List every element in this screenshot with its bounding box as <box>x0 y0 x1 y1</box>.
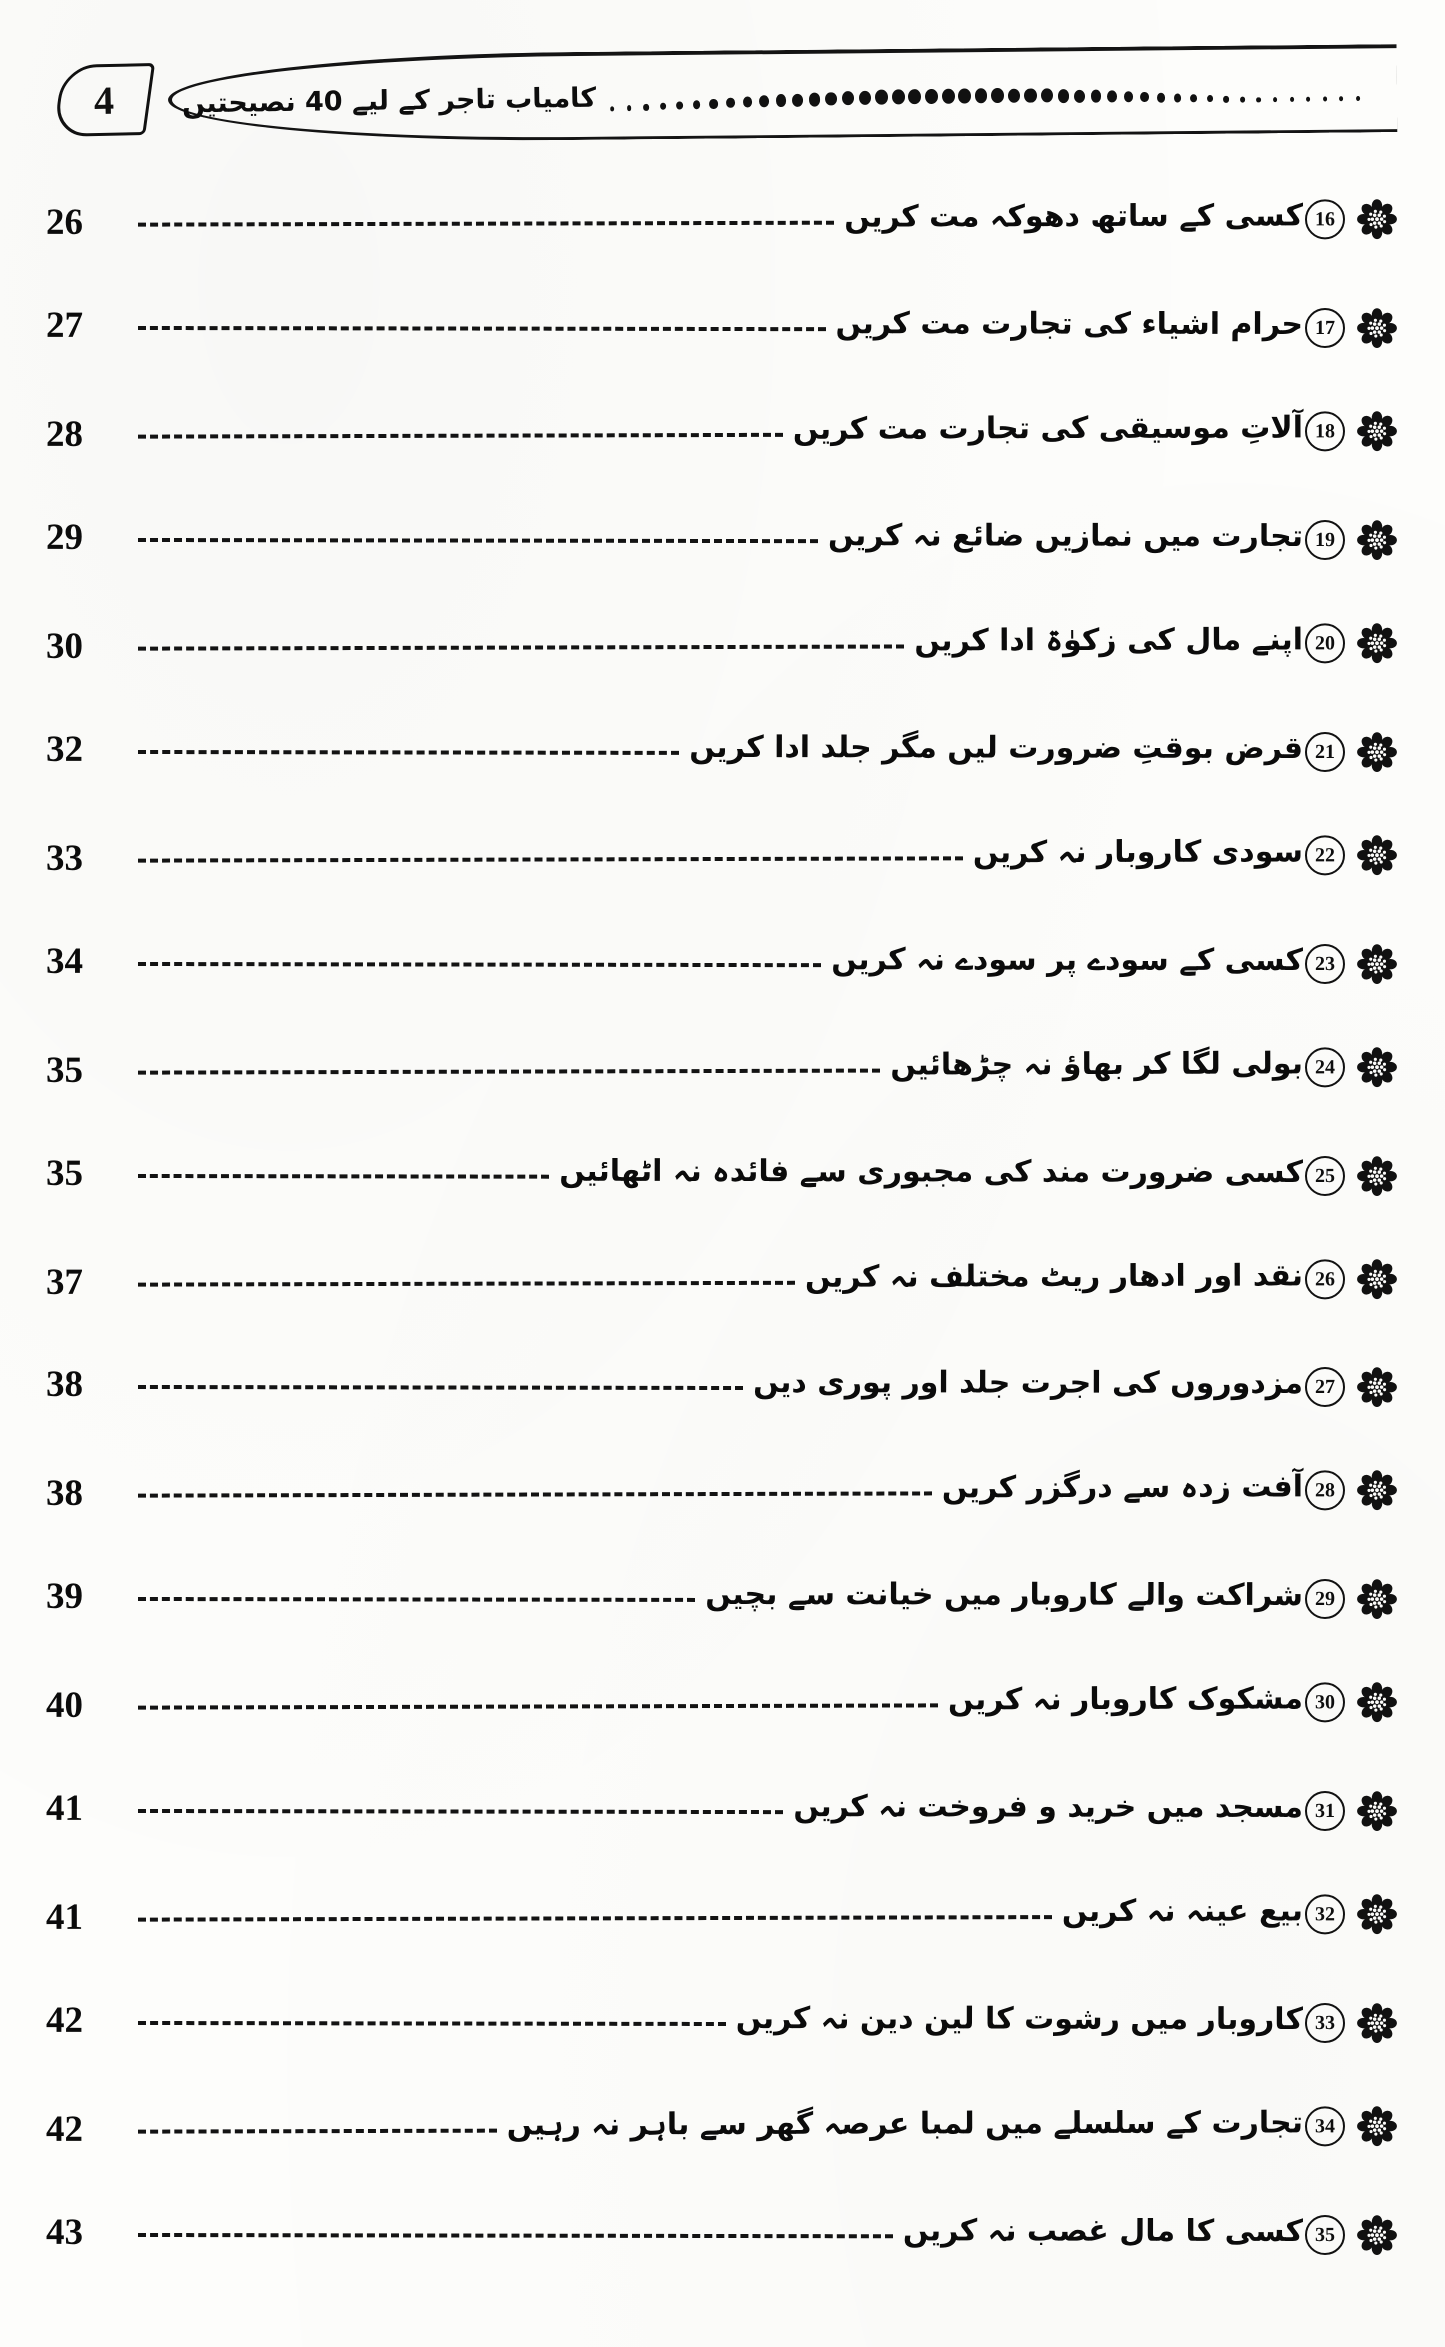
toc-entry-title[interactable]: کسی کے سودے پر سودے نہ کریں <box>831 942 1304 979</box>
toc-entry-row[interactable] <box>46 1438 1401 1548</box>
circled-entry-number <box>1305 1791 1345 1831</box>
toc-entry-row[interactable] <box>46 1014 1401 1124</box>
flower-rosette-ornament-icon <box>1355 833 1399 877</box>
flower-rosette-ornament-icon <box>1355 2104 1399 2148</box>
circled-entry-number <box>1305 1156 1345 1196</box>
flower-rosette-ornament-icon <box>1355 1577 1399 1621</box>
toc-entry-page-number[interactable]: 41 <box>45 1788 84 1830</box>
dashed-leader-line <box>138 1586 695 1609</box>
toc-entry-row[interactable] <box>46 1861 1401 1971</box>
book-title: کامیاب تاجر کے لیے 40 نصیحتیں <box>181 82 597 120</box>
toc-entry-title[interactable]: سودی کاروبار نہ کریں <box>972 834 1304 871</box>
table-of-contents <box>46 168 1401 2287</box>
toc-entry-page-number[interactable]: 35 <box>45 1152 84 1194</box>
toc-entry-title[interactable]: اپنے مال کی زکوٰۃ ادا کریں <box>914 622 1304 659</box>
circled-entry-number <box>1305 1259 1345 1299</box>
toc-entry-page-number[interactable]: 29 <box>45 517 84 559</box>
entry-number-label: 26 <box>1314 1267 1336 1290</box>
dashed-leader-line <box>138 1163 549 1186</box>
flower-rosette-ornament-icon <box>1355 518 1399 562</box>
toc-entry-row[interactable] <box>46 166 1401 276</box>
toc-entry-title[interactable]: بیع عینہ نہ کریں <box>1061 1894 1304 1930</box>
flower-rosette-ornament-icon <box>1355 621 1399 665</box>
circled-entry-number <box>1305 1471 1345 1511</box>
circled-entry-number <box>1305 2003 1345 2043</box>
entry-number-label: 32 <box>1314 1903 1336 1926</box>
toc-entry-row[interactable] <box>46 2073 1401 2183</box>
circled-entry-number <box>1305 732 1345 772</box>
toc-entry-title[interactable]: حرام اشیاء کی تجارت مت کریں <box>835 306 1304 343</box>
toc-entry-row[interactable] <box>46 590 1401 700</box>
flower-rosette-ornament-icon <box>1355 1892 1399 1936</box>
entry-number-label: 34 <box>1314 2115 1336 2138</box>
toc-entry-title[interactable]: کسی کا مال غصب نہ کریں <box>902 2213 1304 2250</box>
toc-entry-page-number[interactable]: 40 <box>45 1685 84 1727</box>
toc-entry-row[interactable] <box>46 1756 1401 1864</box>
toc-entry-page-number[interactable]: 37 <box>45 1261 84 1303</box>
toc-entry-title[interactable]: آلاتِ موسیقی کی تجارت مت کریں <box>792 410 1304 448</box>
flower-rosette-ornament-icon <box>1355 1154 1399 1198</box>
toc-entry-page-number[interactable]: 42 <box>45 2109 84 2151</box>
toc-entry-row[interactable] <box>46 273 1401 381</box>
flower-rosette-ornament-icon <box>1355 942 1399 986</box>
entry-number-label: 35 <box>1314 2224 1336 2247</box>
flower-rosette-ornament-icon <box>1355 1789 1399 1833</box>
toc-entry-title[interactable]: تجارت کے سلسلے میں لمبا عرصہ گھر سے باہر نہ رہیں <box>506 2106 1304 2144</box>
dashed-leader-line <box>138 739 679 762</box>
flower-rosette-ornament-icon <box>1355 1257 1399 1301</box>
toc-entry-page-number[interactable]: 30 <box>45 626 84 668</box>
circled-entry-number <box>1305 623 1345 663</box>
circled-entry-number <box>1305 944 1345 984</box>
page-number-label: 4 <box>93 77 115 123</box>
toc-entry-title[interactable]: تجارت میں نمازیں ضائع نہ کریں <box>827 518 1304 555</box>
flower-rosette-ornament-icon <box>1355 730 1399 774</box>
entry-number-label: 20 <box>1314 632 1336 655</box>
flower-rosette-ornament-icon <box>1355 409 1399 453</box>
dashed-leader-line <box>138 951 821 974</box>
circled-entry-number <box>1305 1894 1345 1934</box>
entry-number-label: 21 <box>1314 740 1336 763</box>
entry-number-label: 24 <box>1314 1055 1336 1078</box>
flower-rosette-ornament-icon <box>1355 197 1399 241</box>
circled-entry-number <box>1305 199 1345 239</box>
dashed-leader-line <box>138 1904 1052 1929</box>
toc-entry-title[interactable]: شراکت والے کاروبار میں خیانت سے بچیں <box>705 1577 1304 1614</box>
page-number-tag <box>53 63 155 137</box>
circled-entry-number <box>1305 835 1345 875</box>
circled-entry-number <box>1305 2215 1345 2255</box>
flower-rosette-ornament-icon <box>1355 1680 1399 1724</box>
toc-entry-row[interactable] <box>46 1544 1401 1652</box>
flower-rosette-ornament-icon <box>1355 2001 1399 2045</box>
toc-entry-row[interactable] <box>46 802 1401 912</box>
dashed-leader-line <box>138 422 783 446</box>
dashed-leader-line <box>138 1374 743 1397</box>
dashed-leader-line <box>138 210 834 234</box>
entry-number-label: 27 <box>1314 1376 1336 1399</box>
dashed-leader-line <box>138 1269 795 1293</box>
entry-number-label: 28 <box>1314 1479 1336 1502</box>
toc-entry-row[interactable] <box>46 378 1401 488</box>
flower-rosette-ornament-icon <box>1355 306 1399 350</box>
toc-entry-page-number[interactable]: 42 <box>45 2000 84 2042</box>
toc-entry-page-number[interactable]: 28 <box>45 414 84 456</box>
dashed-leader-line <box>138 2222 893 2245</box>
dashed-leader-line <box>138 633 904 657</box>
flower-rosette-ornament-icon <box>1355 1045 1399 1089</box>
dashed-leader-line <box>138 527 818 550</box>
toc-entry-row[interactable] <box>46 2180 1401 2288</box>
toc-entry-row[interactable] <box>46 485 1401 593</box>
circled-entry-number <box>1305 411 1345 451</box>
circled-entry-number <box>1305 308 1345 348</box>
dashed-leader-line <box>138 1481 932 1505</box>
toc-entry-page-number[interactable]: 27 <box>45 305 84 347</box>
dashed-leader-line <box>138 1798 783 1821</box>
flower-rosette-ornament-icon <box>1355 1469 1399 1513</box>
toc-entry-row[interactable] <box>46 1120 1401 1228</box>
entry-number-label: 30 <box>1314 1691 1336 1714</box>
toc-entry-row[interactable] <box>46 1649 1401 1759</box>
dashed-leader-line <box>138 1057 880 1081</box>
toc-entry-title[interactable]: آفت زدہ سے درگزر کریں <box>941 1470 1304 1507</box>
toc-entry-row[interactable] <box>46 908 1401 1016</box>
toc-entry-page-number[interactable]: 35 <box>45 1049 84 1091</box>
entry-number-label: 19 <box>1314 528 1336 551</box>
toc-entry-title[interactable]: کاروبار میں رشوت کا لین دین نہ کریں <box>735 2001 1304 2038</box>
toc-entry-page-number[interactable]: 38 <box>45 1364 84 1406</box>
circled-entry-number <box>1305 520 1345 560</box>
dashed-leader-line <box>138 1693 938 1717</box>
toc-entry-page-number[interactable]: 41 <box>45 1897 84 1939</box>
dashed-leader-line <box>138 315 826 338</box>
toc-entry-row[interactable] <box>46 1332 1401 1440</box>
entry-number-label: 33 <box>1314 2012 1336 2035</box>
dashed-leader-line <box>138 2010 726 2033</box>
toc-entry-title[interactable]: کسی کے ساتھ دھوکہ مت کریں <box>844 198 1304 236</box>
flower-rosette-ornament-icon <box>1355 1366 1399 1410</box>
dotted-leader-icon <box>610 78 1387 115</box>
toc-entry-page-number[interactable]: 38 <box>45 1473 84 1515</box>
entry-number-label: 31 <box>1314 1800 1336 1823</box>
toc-entry-title[interactable]: کسی ضرورت مند کی مجبوری سے فائدہ نہ اٹھائیں <box>559 1153 1304 1191</box>
toc-entry-page-number[interactable]: 43 <box>45 2212 84 2254</box>
dashed-leader-line <box>138 2118 497 2141</box>
toc-entry-page-number[interactable]: 34 <box>45 940 84 983</box>
entry-number-label: 29 <box>1314 1588 1336 1611</box>
toc-entry-row[interactable] <box>46 697 1401 805</box>
toc-entry-title[interactable]: نقد اور ادھار ریٹ مختلف نہ کریں <box>804 1258 1304 1295</box>
entry-number-label: 18 <box>1314 420 1336 443</box>
toc-entry-title[interactable]: قرض بوقتِ ضرورت لیں مگر جلد ادا کریں <box>689 730 1304 767</box>
entry-number-label: 16 <box>1314 208 1336 231</box>
toc-entry-row[interactable] <box>46 1968 1401 2076</box>
circled-entry-number <box>1305 2106 1345 2146</box>
circled-entry-number <box>1305 1579 1345 1619</box>
page-header <box>0 42 1445 152</box>
flower-rosette-ornament-icon <box>1355 2213 1399 2257</box>
toc-entry-title[interactable]: مسجد میں خرید و فروخت نہ کریں <box>793 1789 1304 1826</box>
circled-entry-number <box>1305 1683 1345 1723</box>
entry-number-label: 22 <box>1314 843 1336 867</box>
entry-number-label: 23 <box>1314 952 1336 975</box>
toc-entry-page-number[interactable]: 39 <box>45 1576 84 1618</box>
toc-entry-title[interactable]: بولی لگا کر بھاؤ نہ چڑھائیں <box>890 1046 1304 1083</box>
dashed-leader-line <box>138 845 963 869</box>
circled-entry-number <box>1305 1047 1345 1087</box>
toc-entry-page-number[interactable]: 32 <box>45 729 84 771</box>
toc-entry-page-number[interactable]: 26 <box>45 202 84 244</box>
toc-entry-page-number[interactable]: 33 <box>45 837 84 880</box>
toc-entry-title[interactable]: مشکوک کاروبار نہ کریں <box>947 1682 1304 1719</box>
entry-number-label: 25 <box>1314 1164 1336 1187</box>
toc-entry-row[interactable] <box>46 1226 1401 1336</box>
circled-entry-number <box>1305 1367 1345 1407</box>
entry-number-label: 17 <box>1314 316 1336 339</box>
toc-entry-title[interactable]: مزدوروں کی اجرت جلد اور پوری دیں <box>753 1366 1304 1402</box>
